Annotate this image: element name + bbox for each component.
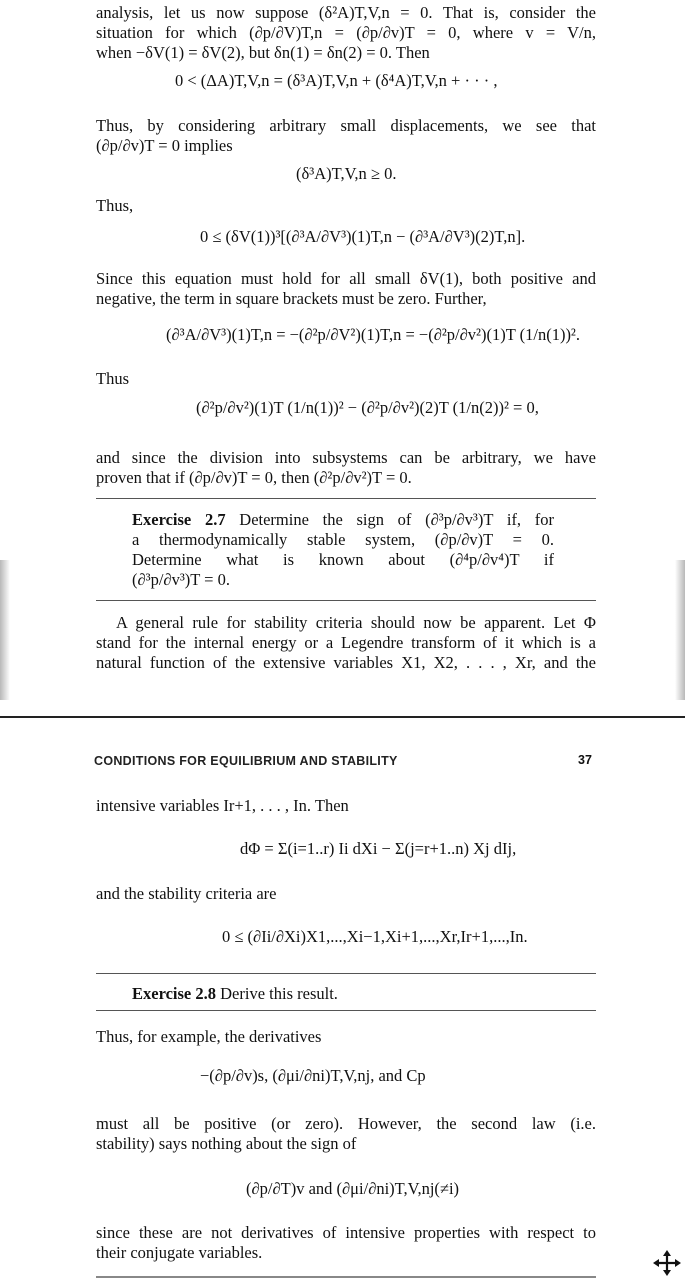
exercise-text: Determine the sign of (∂³p/∂v³)T if, for xyxy=(239,510,554,529)
text-line: proven that if (∂p/∂v)T = 0, then (∂²p/∂v²)T = 0. xyxy=(96,468,412,487)
exercise-2-7-line: Determine what is known about (∂⁴p/∂v⁴)T if xyxy=(132,550,554,569)
equation: 0 ≤ (δV(1))³[(∂³A/∂V³)(1)T,n − (∂³A/∂V³)(2)T,n]. xyxy=(200,227,526,246)
divider xyxy=(96,498,596,499)
equation: −(∂p/∂v)s, (∂μi/∂ni)T,V,nj, and Cp xyxy=(200,1066,426,1085)
text-line: (∂p/∂v)T = 0 implies xyxy=(96,136,233,155)
text-line: Since this equation must hold for all small δV(1), both positive and xyxy=(96,269,596,288)
exercise-2-7-line: (∂³p/∂v³)T = 0. xyxy=(132,570,230,589)
text-line: Thus, for example, the derivatives xyxy=(96,1027,322,1046)
equation: (∂³A/∂V³)(1)T,n = −(∂²p/∂V²)(1)T,n = −(∂²p/∂v²)(1)T (1/n(1))². xyxy=(166,325,581,344)
text-line: stability) says nothing about the sign of xyxy=(96,1134,357,1153)
equation: (δ³A)T,V,n ≥ 0. xyxy=(296,164,397,183)
exercise-2-7-line xyxy=(132,510,554,530)
equation: (∂²p/∂v²)(1)T (1/n(1))² − (∂²p/∂v²)(2)T (1/n(2))² = 0, xyxy=(196,398,539,417)
text-line: A general rule for stability criteria should now be apparent. Let Φ xyxy=(116,613,596,632)
text-line: Thus, by considering arbitrary small displacements, we see that xyxy=(96,116,596,135)
text-line: must all be positive (or zero). However, the second law (i.e. xyxy=(96,1114,596,1133)
equation: dΦ = Σ(i=1..r) Ii dXi − Σ(j=r+1..n) Xj dIj, xyxy=(240,839,517,858)
page-edge-shadow xyxy=(0,560,10,700)
text-line: and the stability criteria are xyxy=(96,884,277,903)
equation: (∂p/∂T)v and (∂μi/∂ni)T,V,nj(≠i) xyxy=(246,1179,460,1198)
text-line: intensive variables Ir+1, . . . , In. Then xyxy=(96,796,349,815)
text-line: negative, the term in square brackets must be zero. Further, xyxy=(96,289,487,308)
text-line: situation for which (∂p/∂V)T,n = (∂p/∂v)T = 0, where v = V/n, xyxy=(96,23,596,42)
divider xyxy=(96,1010,596,1011)
label-thus: Thus, xyxy=(96,196,134,215)
text-line: natural function of the extensive variables X1, X2, . . . , Xr, and the xyxy=(96,653,596,672)
text-line: their conjugate variables. xyxy=(96,1243,263,1262)
text-line: since these are not derivatives of intensive properties with respect to xyxy=(96,1223,596,1242)
equation: 0 < (ΔA)T,V,n = (δ³A)T,V,n + (δ⁴A)T,V,n + · · · , xyxy=(175,71,498,90)
divider xyxy=(96,973,596,974)
label-thus: Thus xyxy=(96,369,129,388)
text-line: and since the division into subsystems can be arbitrary, we have xyxy=(96,448,596,467)
exercise-2-7-line: a thermodynamically stable system, (∂p/∂v)T = 0. xyxy=(132,530,554,549)
equation: 0 ≤ (∂Ii/∂Xi)X1,...,Xi−1,Xi+1,...,Xr,Ir+1,...,In. xyxy=(222,927,528,946)
divider xyxy=(96,600,596,601)
exercise-title: Exercise 2.7 xyxy=(132,510,226,529)
text-line: when −δV(1) = δV(2), but δn(1) = δn(2) = 0. Then xyxy=(96,43,430,62)
move-arrows-icon[interactable] xyxy=(652,1250,682,1276)
text-line: stand for the internal energy or a Legendre transform of it which is a xyxy=(96,633,596,652)
exercise-2-8 xyxy=(132,984,554,1004)
page-edge-shadow xyxy=(675,560,685,700)
divider xyxy=(96,1276,596,1278)
exercise-text: Derive this result. xyxy=(220,984,338,1003)
page-number: 37 xyxy=(578,753,592,767)
running-header: CONDITIONS FOR EQUILIBRIUM AND STABILITY xyxy=(94,754,398,768)
text-line: analysis, let us now suppose (δ²A)T,V,n = 0. That is, consider the xyxy=(96,3,596,22)
exercise-title: Exercise 2.8 xyxy=(132,984,217,1003)
